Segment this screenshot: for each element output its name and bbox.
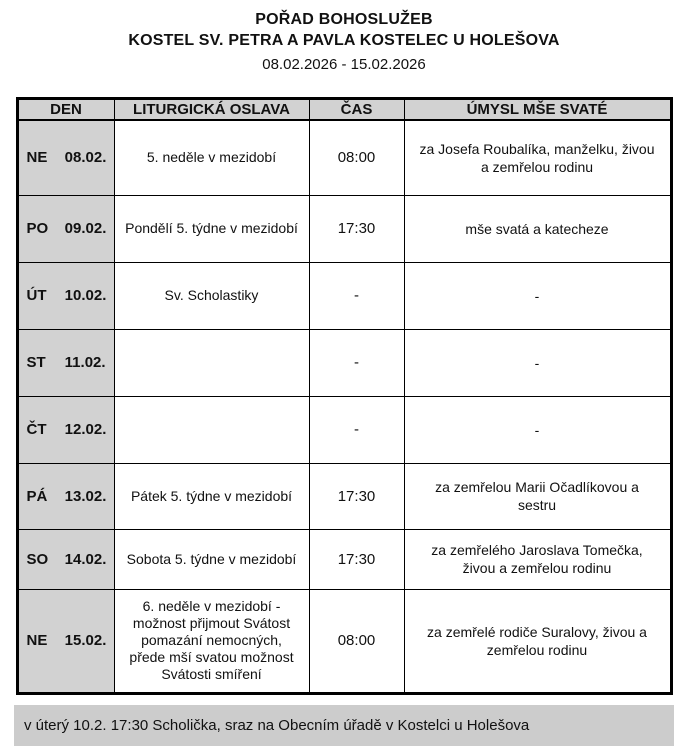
celebration-cell: 6. neděle v mezidobí - možnost přijmout Svátost pomazání nemocných, přede mší svatou možnost Svátosti smíření — [114, 589, 309, 693]
day-date: 12.02. — [64, 421, 107, 438]
celebration-cell — [114, 396, 309, 463]
table-row — [17, 329, 671, 396]
time-cell: 08:00 — [309, 589, 404, 693]
time-cell: 08:00 — [309, 120, 404, 195]
day-cell — [17, 120, 114, 195]
schedule-table — [16, 97, 673, 695]
intention-cell: - — [404, 329, 671, 396]
day-date: 08.02. — [64, 149, 107, 167]
day-abbreviation: PO — [26, 220, 49, 237]
table-row — [17, 463, 671, 529]
schedule-table-header — [17, 99, 671, 121]
intention-cell: mše svatá a katecheze — [404, 195, 671, 262]
time-cell: 17:30 — [309, 529, 404, 589]
table-row — [17, 262, 671, 329]
column-header-intention: ÚMYSL MŠE SVATÉ — [404, 99, 671, 121]
intention-cell: za zemřelého Jaroslava Tomečka, živou a zemřelou rodinu — [404, 529, 671, 589]
intention-cell: za zemřelou Marii Očadlíkovou a sestru — [404, 463, 671, 529]
day-cell — [17, 396, 114, 463]
time-cell: - — [309, 262, 404, 329]
schedule-table-body — [17, 120, 671, 693]
day-cell — [17, 529, 114, 589]
table-row — [17, 529, 671, 589]
intention-cell: za Josefa Roubalíka, manželku, živou a zemřelou rodinu — [404, 120, 671, 195]
day-abbreviation: SO — [26, 550, 49, 568]
day-date: 13.02. — [64, 487, 107, 505]
day-date: 14.02. — [64, 550, 107, 568]
day-abbreviation: NE — [26, 149, 48, 167]
column-header-time: ČAS — [309, 99, 404, 121]
table-row — [17, 120, 671, 195]
celebration-cell: Sv. Scholastiky — [114, 262, 309, 329]
page-title: POŘAD BOHOSLUŽEB — [255, 11, 433, 28]
day-cell — [17, 589, 114, 693]
intention-cell: - — [404, 396, 671, 463]
day-abbreviation: PÁ — [26, 487, 48, 505]
table-row — [17, 195, 671, 262]
day-date: 11.02. — [64, 354, 106, 371]
day-abbreviation: ČT — [26, 421, 47, 438]
day-abbreviation: ÚT — [26, 287, 47, 304]
intention-cell: za zemřelé rodiče Suralovy, živou a zemřelou rodinu — [404, 589, 671, 693]
day-cell — [17, 195, 114, 262]
footer-note: v úterý 10.2. 17:30 Scholička, sraz na Obecním úřadě v Kostelci u Holešova — [14, 705, 674, 746]
time-cell: 17:30 — [309, 195, 404, 262]
day-abbreviation: ST — [26, 354, 46, 371]
day-cell — [17, 262, 114, 329]
day-date: 15.02. — [64, 632, 107, 649]
day-abbreviation: NE — [26, 632, 48, 649]
column-header-celebration: LITURGICKÁ OSLAVA — [114, 99, 309, 121]
header-row — [17, 99, 671, 121]
time-cell: 17:30 — [309, 463, 404, 529]
celebration-cell — [114, 329, 309, 396]
church-name: KOSTEL SV. PETRA A PAVLA KOSTELEC U HOLEŠOVA — [128, 32, 560, 49]
time-cell: - — [309, 329, 404, 396]
date-range: 08.02.2026 - 15.02.2026 — [262, 56, 426, 73]
document-header — [0, 0, 688, 74]
time-cell: - — [309, 396, 404, 463]
intention-cell: - — [404, 262, 671, 329]
celebration-cell: Pondělí 5. týdne v mezidobí — [114, 195, 309, 262]
celebration-cell: Sobota 5. týdne v mezidobí — [114, 529, 309, 589]
table-row — [17, 589, 671, 693]
celebration-cell: 5. neděle v mezidobí — [114, 120, 309, 195]
day-cell — [17, 463, 114, 529]
celebration-cell: Pátek 5. týdne v mezidobí — [114, 463, 309, 529]
day-date: 09.02. — [64, 220, 107, 237]
column-header-day: DEN — [17, 99, 114, 121]
day-cell — [17, 329, 114, 396]
day-date: 10.02. — [64, 287, 107, 304]
table-row — [17, 396, 671, 463]
